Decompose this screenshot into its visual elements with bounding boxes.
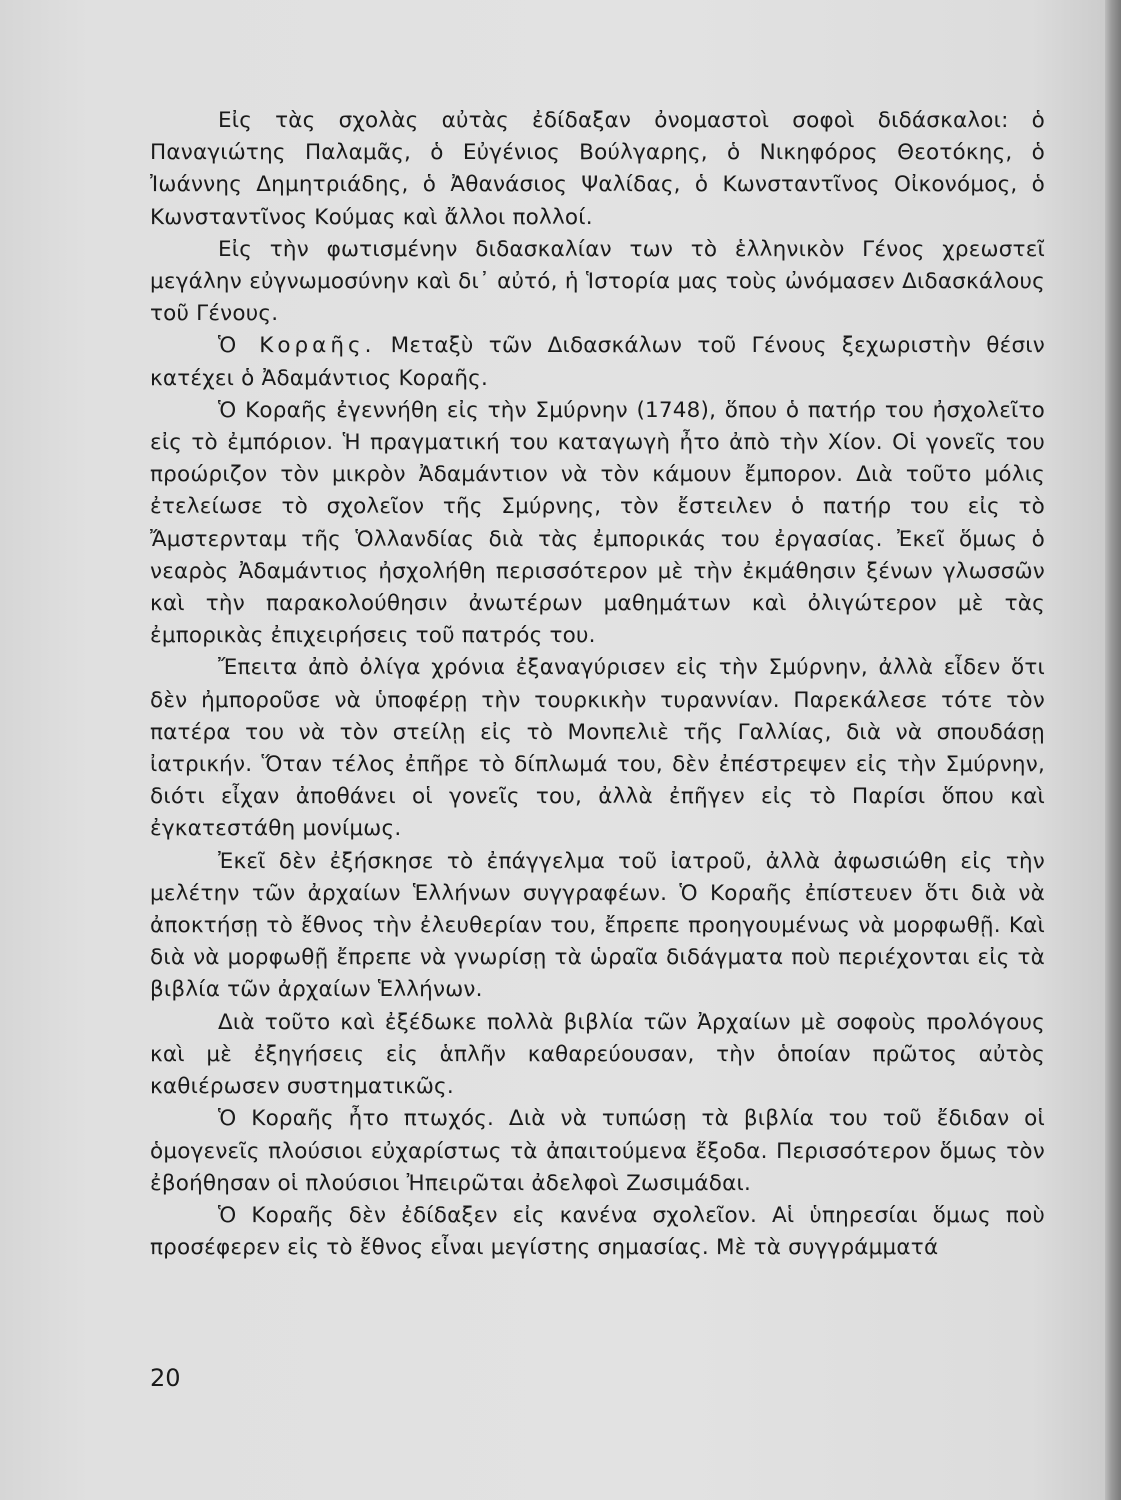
paragraph-teachers: Εἰς τὰς σχολὰς αὐτὰς ἐδίδαξαν ὀνομαστοὶ σοφοὶ διδάσκαλοι: ὁ Παναγιώτης Παλαμᾶς, ὁ Εὐγένιος Βούλγαρης, ὁ Νικηφόρος Θεοτόκης, ὁ Ἰωάννης Δημητριάδης, ὁ Ἀθανάσιος Ψαλίδας, ὁ Κωνσταντῖνος Οἰκονόμος, ὁ Κωνσταντῖνος Κούμας καὶ ἄλλοι πολλοί. [150, 108, 1045, 230]
paragraph-study: Ἐκεῖ δὲν ἐξήσκησε τὸ ἐπάγγελμα τοῦ ἰατροῦ, ἀλλὰ ἀφωσιώθη εἰς τὴν μελέτην τῶν ἀρχαίων Ἑλλήνων συγγραφέων. Ὁ Κοραῆς ἐπίστευεν ὅτι διὰ νὰ ἀποκτήσῃ τὸ ἔθνος τὴν ἐλευθερίαν του, ἔπρεπε προηγουμένως νὰ μορφωθῇ. Καὶ διὰ νὰ μορφωθῇ ἔπρεπε νὰ γνωρίσῃ τὰ ὡραῖα διδάγματα ποὺ περιέχονται εἰς τὰ βιβλία τῶν ἀρχαίων Ἑλλήνων. [150, 848, 1045, 1003]
paragraph-birth: Ὁ Κοραῆς ἐγεννήθη εἰς τὴν Σμύρνην (1748), ὅπου ὁ πατήρ του ἠσχολεῖτο εἰς τὸ ἐμπόριον. Ἡ πραγματική του καταγωγὴ ἦτο ἀπὸ τὴν Χίον. Οἱ γονεῖς του προώριζον τὸν μικρὸν Ἀδαμάντιον νὰ τὸν κάμουν ἔμπορον. Διὰ τοῦτο μόλις ἐτελείωσε τὸ σχολεῖον τῆς Σμύρνης, τὸν ἔστειλεν ὁ πατήρ του εἰς τὸ Ἄμστερνταμ τῆς Ὁλλανδίας διὰ τὰς ἐμπορικάς του ἐργασίας. Ἐκεῖ ὅμως ὁ νεαρὸς Ἀδαμάντιος ἠσχολήθη περισσότερον μὲ τὴν ἐκμάθησιν ξένων γλωσσῶν καὶ τὴν παρακολούθησιν ἀνωτέρων μαθημάτων καὶ ὀλιγώτερον μὲ τὰς ἐμπορικὰς ἐπιχειρήσεις τοῦ πατρός του. [150, 397, 1045, 649]
body-text [150, 105, 1045, 1264]
paragraph-services: Ὁ Κοραῆς δὲν ἐδίδαξεν εἰς κανένα σχολεῖον. Αἱ ὑπηρεσίαι ὅμως ποὺ προσέφερεν εἰς τὸ ἔθνος εἶναι μεγίστης σημασίας. Μὲ τὰ συγγράμματά [150, 1202, 1045, 1261]
paragraph-korais-intro [150, 330, 1045, 394]
page-edge-shadow [1105, 0, 1121, 1500]
paragraph-publications: Διὰ τοῦτο καὶ ἐξέδωκε πολλὰ βιβλία τῶν Ἀρχαίων μὲ σοφοὺς προλόγους καὶ μὲ ἐξηγήσεις εἰς ἁπλῆν καθαρεύουσαν, τὴν ὁποίαν πρῶτος αὐτὸς καθιέρωσεν συστηματικῶς. [150, 1009, 1045, 1100]
paragraph-korais-intro-text: Μεταξὺ τῶν Διδασκάλων τοῦ Γένους ξεχωριστὴν θέσιν κατέχει ὁ Ἀδαμάντιος Κοραῆς. [150, 333, 1045, 391]
paragraph-return: Ἔπειτα ἀπὸ ὀλίγα χρόνια ἐξαναγύρισεν εἰς τὴν Σμύρνην, ἀλλὰ εἶδεν ὅτι δὲν ἠμποροῦσε νὰ ὑποφέρῃ τὴν τουρκικὴν τυραννίαν. Παρεκάλεσε τότε τὸν πατέρα του νὰ τὸν στείλῃ εἰς τὸ Μονπελιὲ τῆς Γαλλίας, διὰ νὰ σπουδάσῃ ἰατρικήν. Ὅταν τέλος ἐπῆρε τὸ δίπλωμά του, δὲν ἐπέστρεψεν εἰς τὴν Σμύρνην, διότι εἶχαν ἀποθάνει οἱ γονεῖς του, ἀλλὰ ἐπῆγεν εἰς τὸ Παρίσι ὅπου καὶ ἐγκατεστάθη μονίμως. [150, 655, 1045, 842]
paragraph-gratitude: Εἰς τὴν φωτισμένην διδασκαλίαν των τὸ ἑλληνικὸν Γένος χρεωστεῖ μεγάλην εὐγνωμοσύνην καὶ δι᾽ αὐτό, ἡ Ἱστορία μας τοὺς ὠνόμασεν Διδασκάλους τοῦ Γένους. [150, 236, 1045, 327]
paragraph-poverty: Ὁ Κοραῆς ἦτο πτωχός. Διὰ νὰ τυπώσῃ τὰ βιβλία του τοῦ ἔδιδαν οἱ ὁμογενεῖς πλούσιοι εὐχαρίστως τὰ ἀπαιτούμενα ἔξοδα. Περισσότερον ὅμως τὸν ἐβοήθησαν οἱ πλούσιοι Ἠπειρῶται ἀδελφοὶ Ζωσιμάδαι. [150, 1106, 1045, 1196]
page-number: 20 [150, 1364, 181, 1392]
section-heading-korais: Ὁ Κοραῆς. [218, 333, 376, 359]
